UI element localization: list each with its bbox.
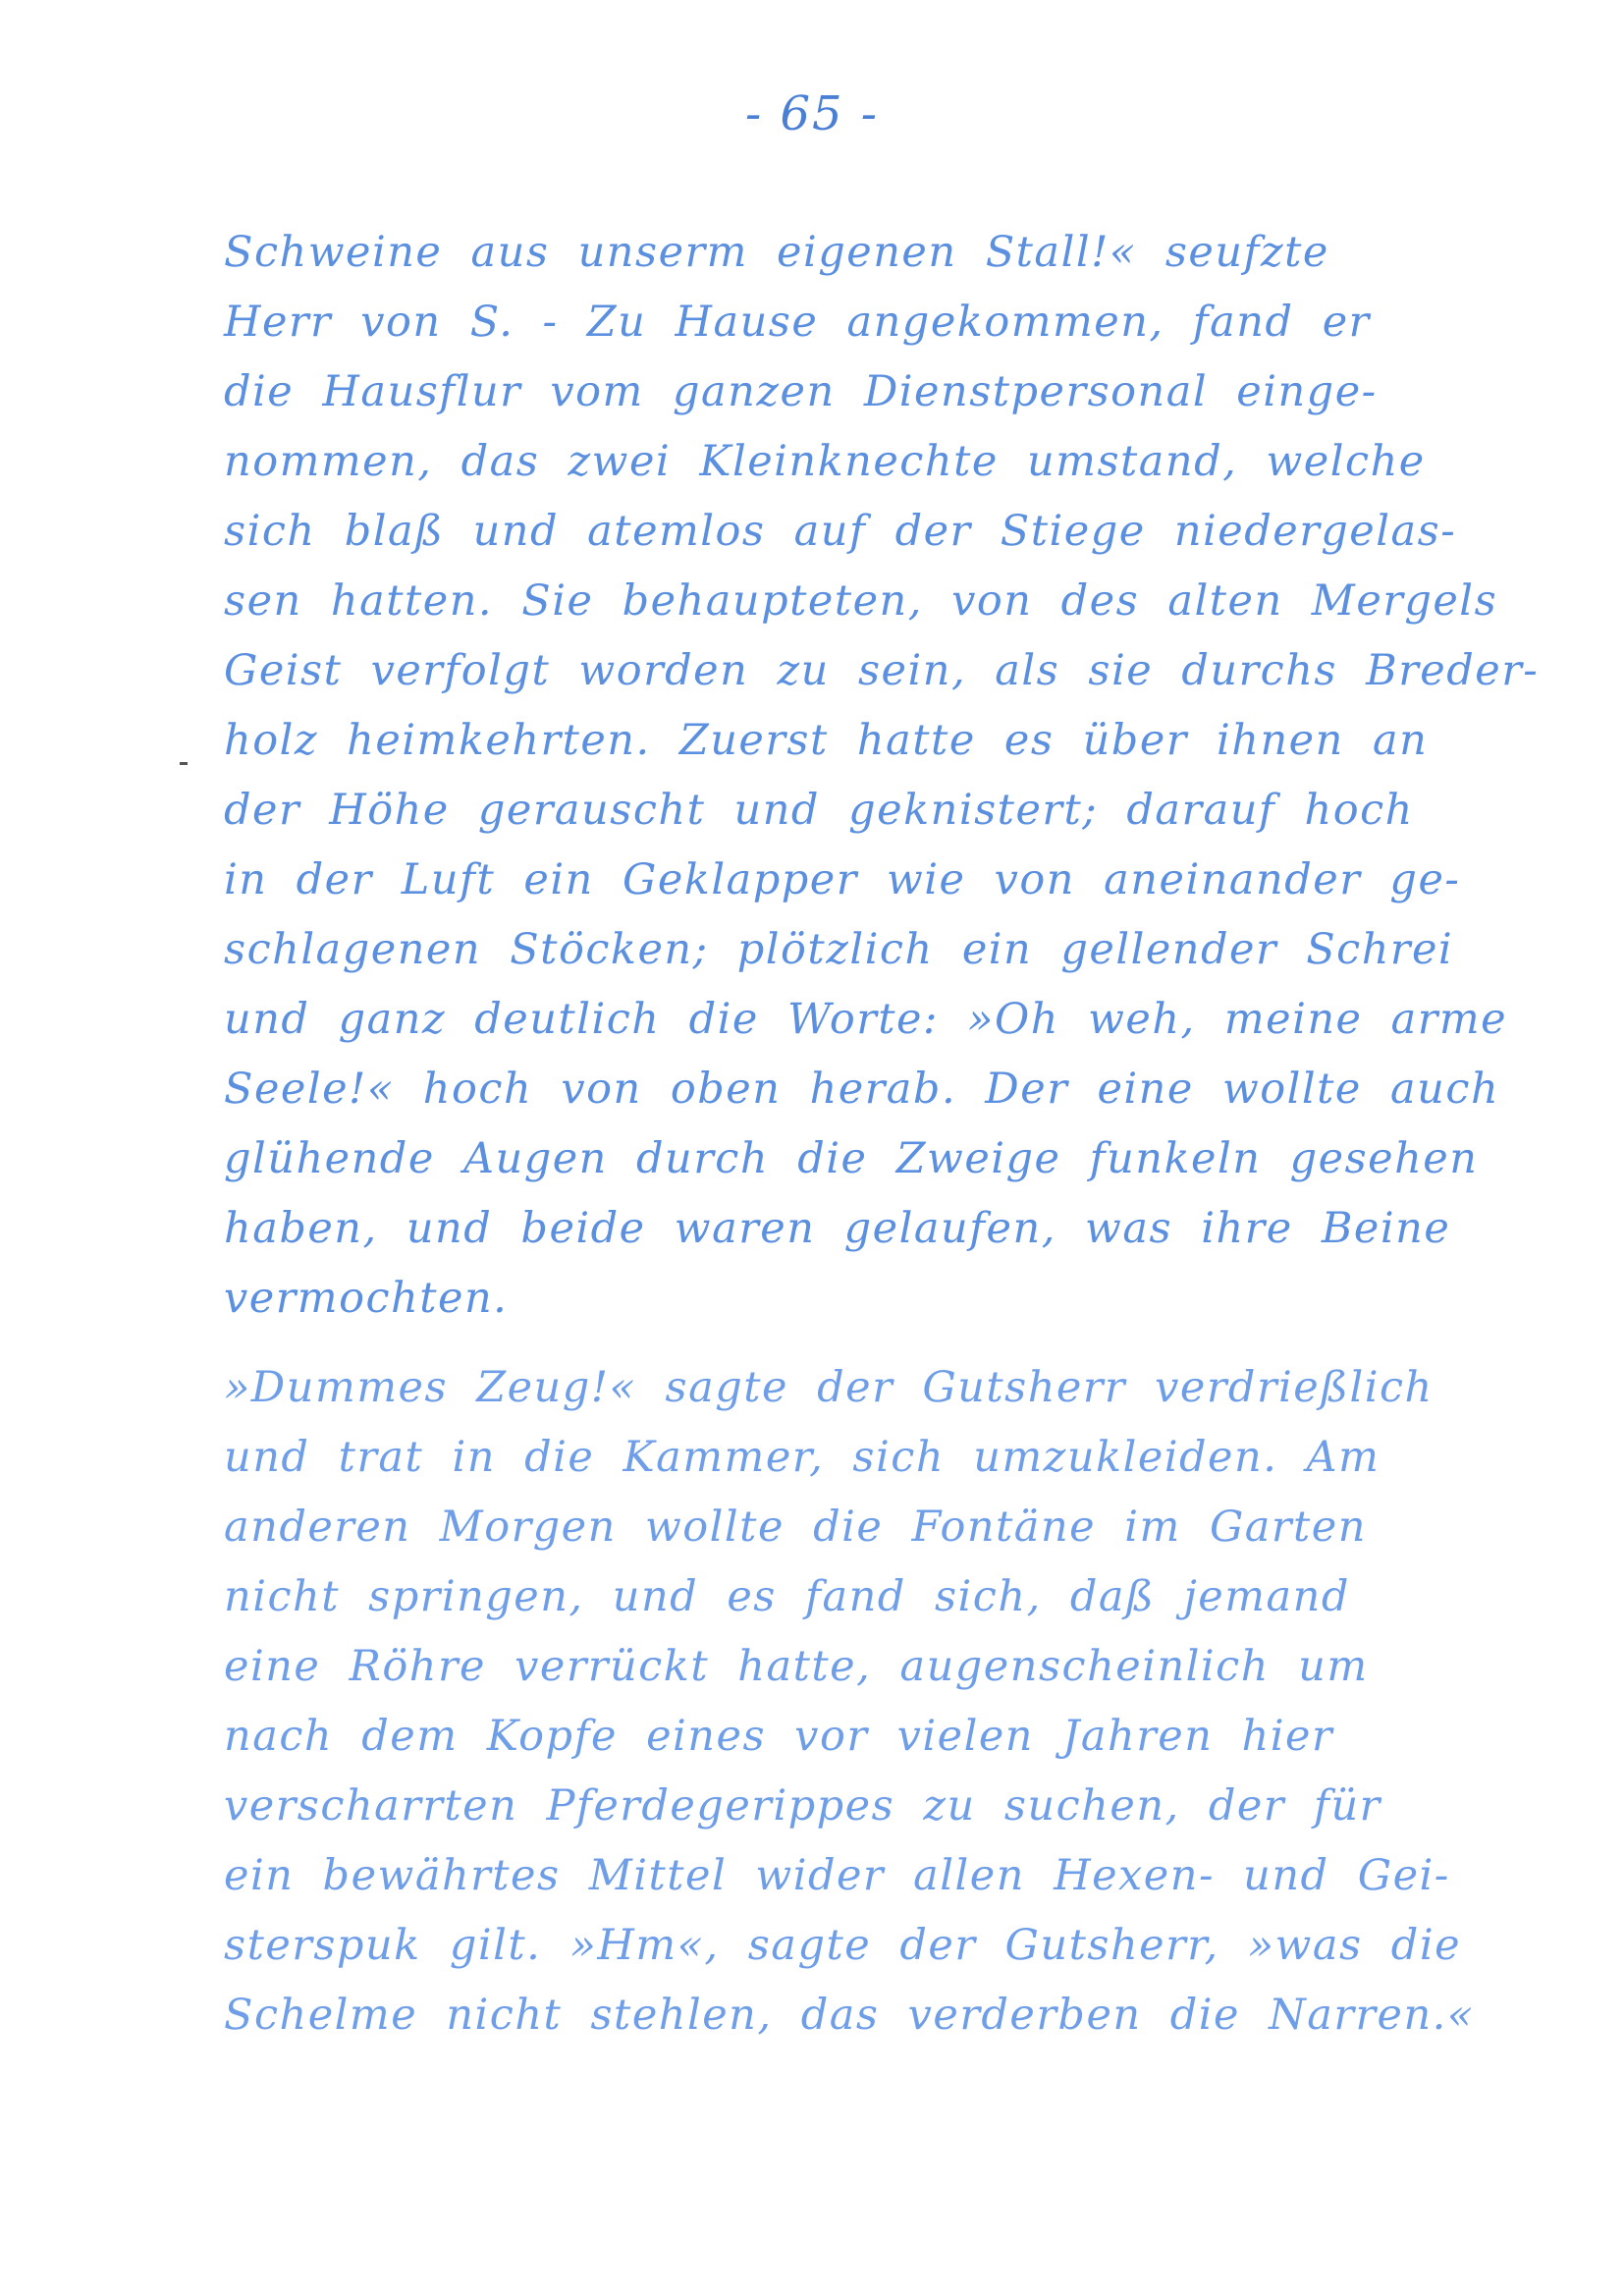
text-line: schlagenen Stöcken; plötzlich ein gellender Schrei — [224, 925, 1454, 974]
text-line: nicht springen, und es fand sich, daß jemand — [224, 1572, 1350, 1621]
text-line: anderen Morgen wollte die Fontäne im Garten — [224, 1503, 1367, 1552]
text-line: in der Luft ein Geklapper wie von aneinander ge- — [224, 855, 1461, 904]
text-line: Herr von S. - Zu Hause angekommen, fand er — [224, 298, 1371, 347]
text-line: holz heimkehrten. Zuerst hatte es über ihnen an — [224, 716, 1429, 765]
text-line: die Hausflur vom ganzen Dienstpersonal einge- — [224, 367, 1378, 416]
text-line: »Dummes Zeug!« sagte der Gutsherr verdrießlich — [224, 1363, 1434, 1412]
paragraph-1 — [224, 218, 1540, 1334]
text-line: vermochten. — [224, 1274, 509, 1323]
page-number: - 65 - — [744, 86, 880, 141]
text-line: der Höhe gerauscht und geknistert; darauf hoch — [224, 786, 1414, 835]
text-line: und ganz deutlich die Worte: »Oh weh, meine arme — [224, 995, 1508, 1044]
text-line: verscharrten Pferdegerippes zu suchen, der für — [224, 1781, 1381, 1831]
text-line: nommen, das zwei Kleinknechte umstand, welche — [224, 437, 1426, 486]
stray-ink-mark — [180, 762, 188, 765]
text-line: haben, und beide waren gelaufen, was ihre Beine — [224, 1204, 1451, 1253]
text-line: nach dem Kopfe eines vor vielen Jahren hier — [224, 1712, 1334, 1761]
text-line: sterspuk gilt. »Hm«, sagte der Gutsherr, »was die — [224, 1921, 1462, 1970]
text-line: sich blaß und atemlos auf der Stiege niedergelas- — [224, 507, 1457, 556]
text-line: ein bewährtes Mittel wider allen Hexen- und Gei- — [224, 1851, 1450, 1900]
text-line: Schelme nicht stehlen, das verderben die Narren.« — [224, 1991, 1475, 2040]
text-line: und trat in die Kammer, sich umzukleiden. Am — [224, 1433, 1380, 1482]
paragraph-2 — [224, 1353, 1475, 2050]
text-line: glühende Augen durch die Zweige funkeln gesehen — [224, 1134, 1479, 1183]
text-line: Schweine aus unserm eigenen Stall!« seufzte — [224, 228, 1329, 277]
text-line: eine Röhre verrückt hatte, augenscheinlich um — [224, 1642, 1369, 1691]
text-line: Geist verfolgt worden zu sein, als sie durchs Breder- — [224, 646, 1540, 695]
text-line: sen hatten. Sie behaupteten, von des alten Mergels — [224, 576, 1498, 626]
text-line: Seele!« hoch von oben herab. Der eine wollte auch — [224, 1065, 1500, 1114]
